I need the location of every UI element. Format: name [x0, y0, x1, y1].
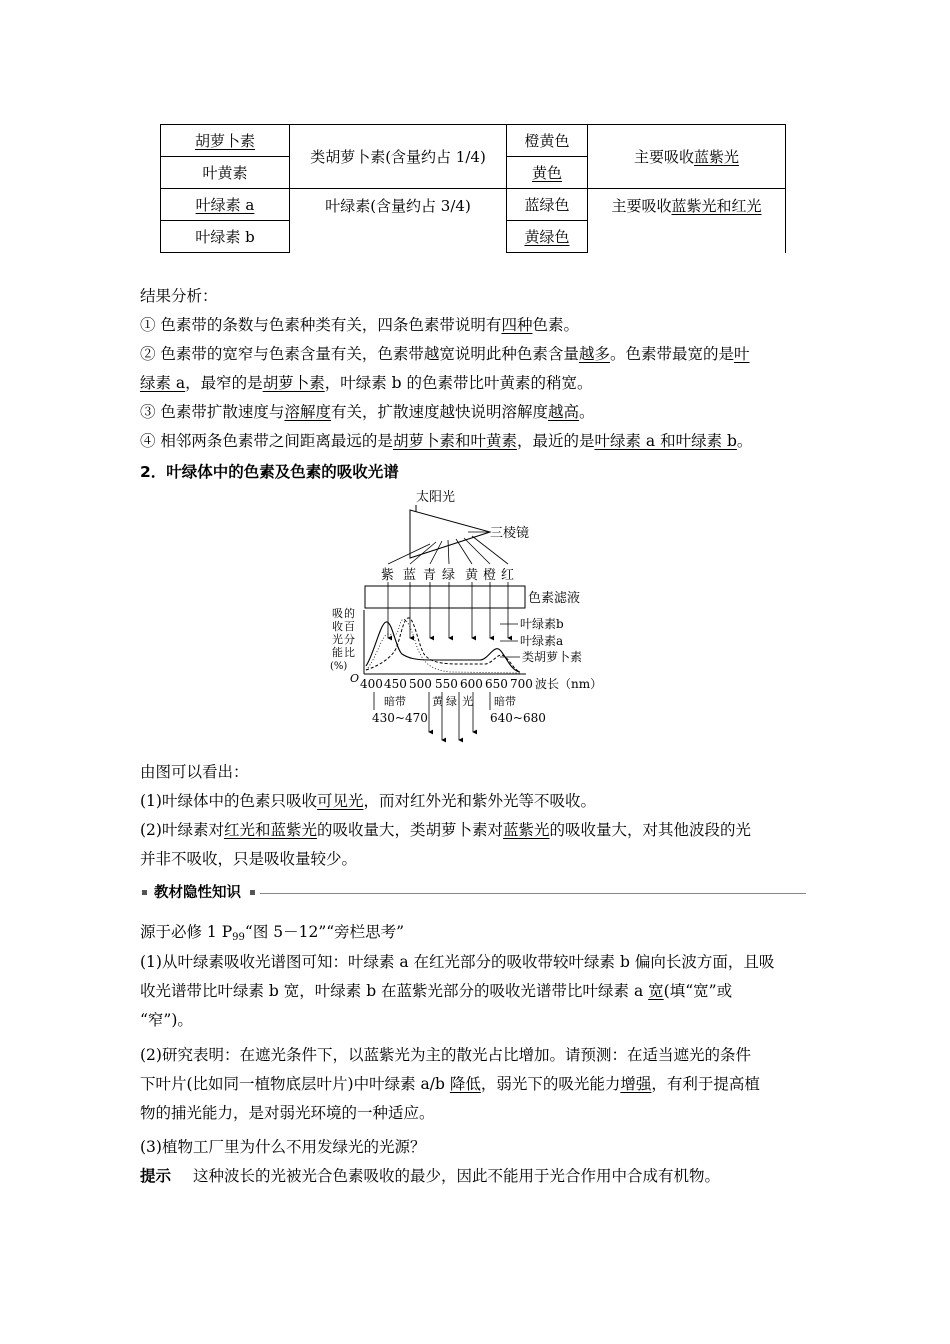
prism-shape	[410, 510, 490, 558]
answer: 溶解度	[284, 403, 331, 421]
text: 色素。	[532, 316, 579, 334]
absorb-prefix: 主要吸收	[611, 197, 672, 215]
table-cell	[507, 157, 588, 189]
pigment-color: 黄绿色	[524, 228, 570, 246]
answer: 叶	[733, 345, 750, 363]
color-label-blue: 蓝	[403, 568, 417, 583]
text: ，最近的是	[516, 432, 595, 450]
text: 源于必修 1 P	[140, 923, 233, 941]
prism-label: 三棱镜	[490, 526, 530, 541]
table-row	[161, 189, 786, 221]
yellow-green-char: 黄	[432, 695, 443, 708]
square-icon	[250, 890, 255, 895]
table-cell	[290, 189, 507, 253]
answer: 绿素 a	[140, 374, 186, 392]
pigment-color: 橙黄色	[524, 132, 570, 150]
section-label: 教材隐性知识	[154, 885, 241, 901]
divider-line	[260, 893, 806, 894]
pigment-color: 黄色	[531, 164, 562, 182]
text: ，弱光下的吸光能力	[480, 1075, 621, 1093]
ylabel-char: 的	[344, 607, 355, 620]
color-label-cyan: 青	[423, 568, 437, 583]
table-cell	[507, 221, 588, 253]
hint-text: 这种波长的光被光合色素吸收的最少，因此不能用于光合作用中合成有机物。	[193, 1167, 721, 1185]
pigment-group: 类胡萝卜素(含量约占 1/4)	[310, 148, 486, 166]
ylabel-char: 收	[332, 620, 343, 633]
text: ① 色素带的条数与色素种类有关，四条色素带说明有	[140, 316, 502, 334]
question-1-end: “窄”)。	[140, 1011, 193, 1029]
question-3: (3)植物工厂里为什么不用发绿光的光源？	[140, 1138, 426, 1156]
yellow-green-char: 光	[462, 695, 473, 708]
answer: 叶绿素 a 和叶绿素 b	[594, 432, 737, 450]
dark-band-1: 暗带	[384, 695, 406, 708]
hint-line	[140, 1162, 812, 1190]
text: ③ 色素带扩散速度与	[140, 403, 285, 421]
analysis-point-3	[140, 398, 812, 426]
text: ，有利于提高植	[651, 1075, 760, 1093]
table-cell	[161, 157, 290, 189]
sunlight-label: 太阳光	[416, 490, 456, 505]
text: 下叶片(比如同一植物底层叶片)中叶绿素 a/b	[140, 1075, 450, 1093]
absorb-prefix: 主要吸收	[633, 148, 694, 166]
conclusion-1	[140, 787, 812, 815]
ylabel-char: 能	[332, 646, 343, 659]
filter-box	[365, 586, 525, 608]
color-label-yellow: 黄	[465, 568, 479, 583]
question-2-end: 物的捕光能力，是对弱光环境的一种适应。	[140, 1104, 435, 1122]
table-cell	[290, 125, 507, 189]
origin-label: O	[350, 672, 360, 685]
hint-label: 提示	[140, 1167, 172, 1185]
absorb-light: 蓝紫光和红光	[671, 197, 762, 215]
text: 收光谱带比叶绿素 b 宽，叶绿素 b 在蓝紫光部分的吸收光谱带比叶绿素 a	[140, 982, 649, 1000]
pigment-group: 叶绿素(含量约占 3/4)	[325, 197, 471, 215]
pigment-name: 叶黄素	[202, 164, 248, 182]
text: ② 色素带的宽窄与色素含量有关，色素带越宽说明此种色素含量	[140, 345, 579, 363]
text: ，最窄的是	[185, 374, 263, 392]
x-tick-label: 450	[384, 677, 407, 691]
table-cell	[588, 125, 786, 189]
ylabel-char: 比	[344, 646, 355, 659]
question-1-cont	[140, 977, 812, 1005]
answer: 宽	[648, 982, 664, 1000]
ylabel-char: 吸	[332, 607, 343, 620]
table-cell	[588, 189, 786, 253]
color-label-violet: 紫	[381, 568, 395, 583]
text: ④ 相邻两条色素带之间距离最远的是	[140, 432, 393, 450]
question-2-cont	[140, 1070, 812, 1098]
source-line	[140, 918, 812, 952]
curve-label-chl-a: 叶绿素a	[520, 634, 564, 648]
answer: 四种	[501, 316, 533, 334]
table-cell	[161, 125, 290, 157]
table-row	[161, 125, 786, 157]
analysis-point-1	[140, 311, 812, 339]
absorption-spectrum-diagram	[330, 484, 630, 746]
text: (填“宽”或	[663, 982, 733, 1000]
text: ，而对红外光和紫外光等不吸收。	[363, 792, 596, 810]
conclusion-2-cont: 并非不吸收，只是吸收量较少。	[140, 850, 358, 868]
ylabel-char: 分	[344, 633, 355, 646]
curve-label-chl-b: 叶绿素b	[520, 617, 564, 631]
analysis-point-2-cont	[140, 369, 812, 397]
dark-band-1-range: 430~470	[372, 711, 428, 725]
curve-carotenoid	[366, 619, 520, 673]
text: “图 5－12”“旁栏思考”	[244, 923, 405, 941]
x-tick-label: 400	[360, 677, 383, 691]
answer: 越多	[578, 345, 610, 363]
conclusion-title: 由图可以看出：	[140, 763, 249, 781]
x-tick-label: 650	[485, 677, 508, 691]
pigment-name: 叶绿素 b	[195, 228, 255, 246]
x-tick-label: 600	[460, 677, 483, 691]
color-label-orange: 橙	[483, 568, 497, 583]
answer: 红光和蓝紫光	[223, 821, 317, 839]
pigment-name: 胡萝卜素	[194, 132, 255, 150]
ylabel-unit: (%)	[330, 661, 348, 672]
text: 的吸收量大，类胡萝卜素对	[316, 821, 503, 839]
filter-rays	[388, 582, 508, 638]
answer: 蓝紫光	[503, 821, 550, 839]
table-cell	[507, 125, 588, 157]
answer: 胡萝卜素	[262, 374, 325, 392]
x-axis-unit: 波长（nm）	[535, 677, 603, 691]
text: ，叶绿素 b 的色素带比叶黄素的稍宽。	[324, 374, 593, 392]
text: 有关，扩散速度越快说明溶解度	[330, 403, 548, 421]
analysis-point-2	[140, 340, 812, 368]
absorb-light: 蓝紫光	[694, 148, 740, 166]
table-cell	[507, 189, 588, 221]
curve-label-carotenoid: 类胡萝卜素	[522, 650, 583, 664]
ylabel-char: 光	[332, 633, 343, 646]
answer: 降低	[449, 1075, 481, 1093]
table-cell	[161, 189, 290, 221]
dark-band-2: 暗带	[494, 695, 516, 708]
text: 。	[736, 432, 753, 450]
x-tick-label: 700	[510, 677, 533, 691]
analysis-point-4	[140, 427, 812, 455]
analysis-title: 结果分析：	[140, 287, 218, 305]
answer: 越高	[547, 403, 579, 421]
pigment-color: 蓝绿色	[524, 196, 570, 214]
text: (1)叶绿体中的色素只吸收	[140, 792, 317, 810]
square-icon	[142, 890, 147, 895]
color-label-red: 红	[501, 568, 515, 583]
ylabel-char: 百	[344, 620, 355, 633]
filter-label: 色素滤液	[528, 591, 581, 606]
table-cell	[161, 221, 290, 253]
x-tick-label: 500	[409, 677, 432, 691]
text: 的吸收量大，对其他波段的光	[549, 821, 752, 839]
curve-chlorophyll-a	[366, 622, 520, 672]
page-subscript: 99	[232, 932, 245, 943]
text: 。色素带最宽的是	[609, 345, 734, 363]
x-tick-label: 550	[435, 677, 458, 691]
conclusion-2	[140, 816, 812, 844]
color-label-green: 绿	[442, 568, 456, 583]
question-2: (2)研究表明：在遮光条件下，以蓝紫光为主的散光占比增加。请预测：在适当遮光的条件	[140, 1046, 751, 1064]
text: (2)叶绿素对	[140, 821, 224, 839]
pigment-name: 叶绿素 a	[195, 196, 255, 214]
text: 。	[578, 403, 595, 421]
answer: 可见光	[316, 792, 364, 810]
question-1: (1)从叶绿素吸收光谱图可知：叶绿素 a 在红光部分的吸收带较叶绿素 b 偏向长波方面，且吸	[140, 953, 775, 971]
section-heading-2: 2．叶绿体中的色素及色素的吸收光谱	[140, 463, 399, 481]
curve-chlorophyll-b	[366, 618, 520, 672]
yellow-green-char: 绿	[446, 695, 457, 708]
section-divider	[140, 883, 806, 903]
answer: 胡萝卜素和叶黄素	[392, 432, 517, 450]
dark-band-2-range: 640~680	[490, 711, 546, 725]
answer: 增强	[620, 1075, 652, 1093]
pigment-table	[160, 124, 786, 253]
